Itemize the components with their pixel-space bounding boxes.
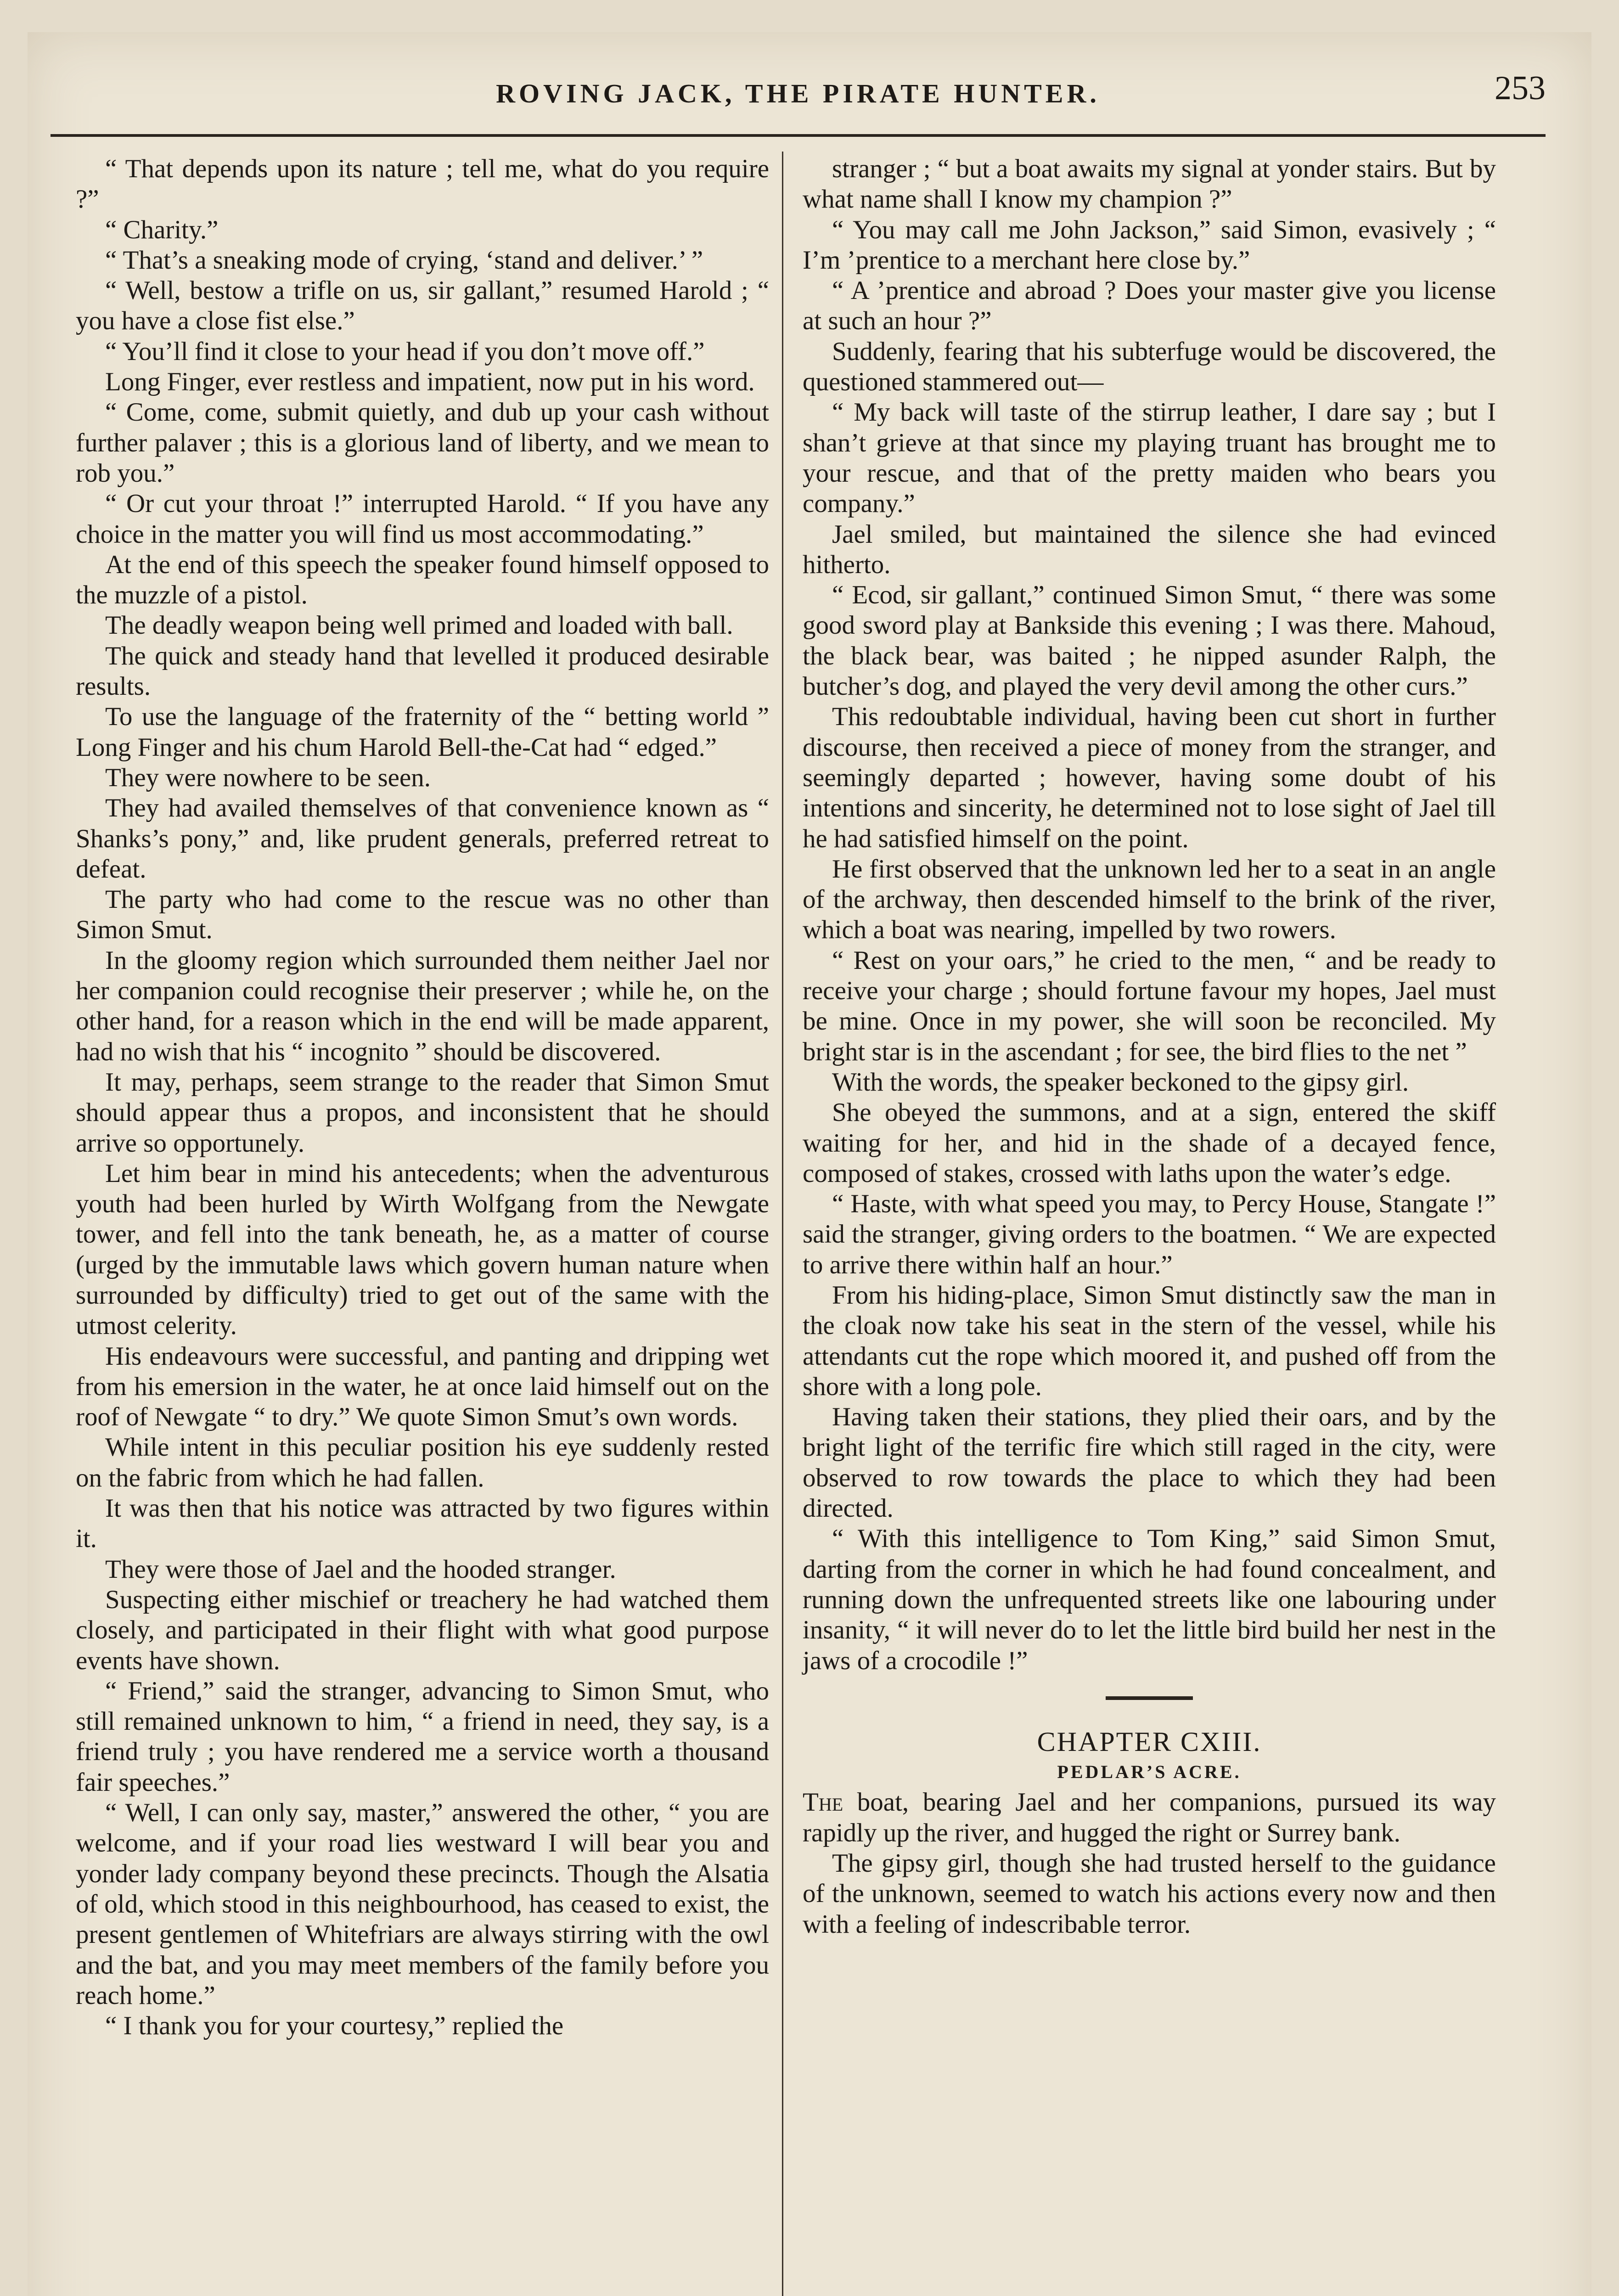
left-column bbox=[76, 154, 769, 2041]
page-header bbox=[51, 64, 1546, 133]
header-rule bbox=[51, 134, 1546, 137]
paragraph: In the gloomy region which surrounded them neither Jael nor her companion could recognise their preserver ; while he, on the other hand, for a reason which in the end will be made apparent, had no wish that his “ incognito ” should be discovered. bbox=[76, 945, 769, 1066]
paragraph: While intent in this peculiar position his eye suddenly rested on the fabric from which he had fallen. bbox=[76, 1433, 769, 1492]
chapter-paragraph-text: boat, bearing Jael and her companions, pursued its way rapidly up the river, and hugged the right or Surrey bank. bbox=[803, 1788, 1496, 1847]
paragraph: “ Or cut your throat !” interrupted Harold. “ If you have any choice in the matter you will find us most accommodating.” bbox=[76, 489, 769, 549]
paragraph: Having taken their stations, they plied their oars, and by the bright light of the terrific fire which still raged in the city, were observed to row towards the place to which they had been directed. bbox=[803, 1402, 1496, 1523]
paragraph: “ You may call me John Jackson,” said Simon, evasively ; “ I’m ’prentice to a merchant here close by.” bbox=[803, 215, 1496, 275]
paragraph: “ That depends upon its nature ; tell me, what do you require ?” bbox=[76, 154, 769, 214]
paragraph: “ Well, I can only say, master,” answered the other, “ you are welcome, and if your road lies westward I will bear you and yonder lady company beyond these precincts. Though the Alsatia of old, which stood in this neighbourhood, has ceased to exist, the present gentlemen of Whitefriars are always stirring with the owl and the bat, and you may meet members of the family before you reach home.” bbox=[76, 1798, 769, 2010]
paragraph: The party who had come to the rescue was no other than Simon Smut. bbox=[76, 885, 769, 945]
paragraph: With the words, the speaker beckoned to the gipsy girl. bbox=[832, 1067, 1409, 1097]
page-number: 253 bbox=[1495, 69, 1546, 107]
column-divider bbox=[782, 152, 783, 2296]
paragraph: Long Finger, ever restless and impatient, now put in his word. bbox=[105, 367, 755, 397]
paragraph: “ You’ll find it close to your head if you don’t move off.” bbox=[105, 337, 705, 366]
paragraph: “ Rest on your oars,” he cried to the men, “ and be ready to receive your charge ; should fortune favour my hopes, Jael must be mine. Once in my power, she will soon be reconciled. My bright star is in the ascendant ; for see, the bird flies to the net ” bbox=[803, 945, 1496, 1066]
paragraph: It may, perhaps, seem strange to the reader that Simon Smut should appear thus a propos, and inconsistent that he should arrive so opportunely. bbox=[76, 1067, 769, 1158]
paragraph: The deadly weapon being well primed and loaded with ball. bbox=[105, 611, 733, 640]
paragraph: They were those of Jael and the hooded stranger. bbox=[105, 1554, 616, 1584]
chapter-lead-word: The bbox=[803, 1788, 843, 1817]
paragraph: At the end of this speech the speaker found himself opposed to the muzzle of a pistol. bbox=[76, 550, 769, 610]
chapter-paragraph bbox=[803, 1787, 1496, 1848]
paragraph: His endeavours were successful, and panting and dripping wet from his emersion in the water, he at once laid himself out on the roof of Newgate “ to dry.” We quote Simon Smut’s own words. bbox=[76, 1341, 769, 1432]
paragraph: Let him bear in mind his antecedents; when the adventurous youth had been hurled by Wirth Wolfgang from the Newgate tower, and fell into the tank beneath, he, as a matter of course (urged by the immutable laws which govern human nature when surrounded by difficulty) tried to get out of the same with the utmost celerity. bbox=[76, 1159, 769, 1340]
paragraph: The quick and steady hand that levelled it produced desirable results. bbox=[76, 641, 769, 701]
paragraph: stranger ; “ but a boat awaits my signal at yonder stairs. But by what name shall I know my champion ?” bbox=[803, 154, 1496, 214]
paragraph: Suspecting either mischief or treachery he had watched them closely, and participated in their flight with what good purpose events have shown. bbox=[76, 1585, 769, 1675]
paragraph: They were nowhere to be seen. bbox=[105, 763, 431, 792]
paragraph: This redoubtable individual, having been cut short in further discourse, then received a piece of money from the stranger, and seemingly departed ; however, having some doubt of his intentions and sincerity, he determined not to lose sight of Jael till he had satisfied himself on the point. bbox=[803, 702, 1496, 853]
paragraph: “ Ecod, sir gallant,” continued Simon Smut, “ there was some good sword play at Bankside this evening ; I was there. Mahoud, the black bear, was baited ; he nipped asunder Ralph, the butcher’s dog, and played the very devil among the other curs.” bbox=[803, 580, 1496, 701]
paragraph: He first observed that the unknown led her to a seat in an angle of the archway, then descended himself to the brink of the river, which a boat was nearing, impelled by two rowers. bbox=[803, 854, 1496, 945]
paragraph: “ Come, come, submit quietly, and dub up your cash without further palaver ; this is a glorious land of liberty, and we mean to rob you.” bbox=[76, 398, 769, 488]
paragraph: “ A ’prentice and abroad ? Does your master give you license at such an hour ?” bbox=[803, 276, 1496, 336]
chapter-paragraphs bbox=[803, 1787, 1496, 1939]
paragraph: Jael smiled, but maintained the silence she had evinced hitherto. bbox=[803, 519, 1496, 579]
paragraph: They had availed themselves of that convenience known as “ Shanks’s pony,” and, like prudent generals, preferred retreat to defeat. bbox=[76, 793, 769, 884]
paragraph: “ That’s a sneaking mode of crying, ‘stand and deliver.’ ” bbox=[105, 245, 703, 275]
paragraph: “ I thank you for your courtesy,” replied the bbox=[105, 2011, 564, 2041]
paragraph: “ Well, bestow a trifle on us, sir gallant,” resumed Harold ; “ you have a close fist else.” bbox=[76, 276, 769, 336]
chapter-ornament-rule bbox=[1106, 1696, 1193, 1700]
paragraph: “ Haste, with what speed you may, to Percy House, Stangate !” said the stranger, giving orders to the boatmen. “ We are expected to arrive there within half an hour.” bbox=[803, 1189, 1496, 1279]
paragraph: Suddenly, fearing that his subterfuge would be discovered, the questioned stammered out— bbox=[803, 337, 1496, 397]
paragraph: “ My back will taste of the stirrup leather, I dare say ; but I shan’t grieve at that since my playing truant has brought me to your rescue, and that of the pretty maiden who bears you company.” bbox=[803, 398, 1496, 518]
running-title: ROVING JACK, THE PIRATE HUNTER. bbox=[496, 79, 1100, 108]
right-column bbox=[803, 154, 1496, 1940]
paragraph: It was then that his notice was attracted by two figures within it. bbox=[76, 1494, 769, 1553]
right-column-paragraphs bbox=[803, 154, 1496, 1676]
paragraph: “ With this intelligence to Tom King,” said Simon Smut, darting from the corner in which he had found concealment, and running down the unfrequented streets like one labouring under insanity, “ it will never do to let the little bird build her nest in the jaws of a crocodile !” bbox=[803, 1524, 1496, 1675]
paragraph: “ Charity.” bbox=[105, 215, 219, 244]
chapter-paragraph: The gipsy girl, though she had trusted herself to the guidance of the unknown, seemed to watch his actions every now and then with a feeling of indescribable terror. bbox=[803, 1849, 1496, 1939]
chapter-subtitle: PEDLAR’S ACRE. bbox=[1057, 1761, 1242, 1783]
chapter-title: CHAPTER CXIII. bbox=[1037, 1726, 1262, 1757]
paragraph: She obeyed the summons, and at a sign, entered the skiff waiting for her, and hid in the shade of a decayed fence, composed of stakes, crossed with laths upon the water’s edge. bbox=[803, 1098, 1496, 1188]
paragraph: To use the language of the fraternity of the “ betting world ” Long Finger and his chum Harold Bell-the-Cat had “ edged.” bbox=[76, 702, 769, 762]
paragraph: “ Friend,” said the stranger, advancing to Simon Smut, who still remained unknown to him, “ a friend in need, they say, is a friend truly ; you have rendered me a service worth a thousand fair speeches.” bbox=[76, 1676, 769, 1797]
paragraph: From his hiding-place, Simon Smut distinctly saw the man in the cloak now take his seat in the stern of the vessel, while his attendants cut the rope which moored it, and pushed off from the shore with a long pole. bbox=[803, 1280, 1496, 1401]
